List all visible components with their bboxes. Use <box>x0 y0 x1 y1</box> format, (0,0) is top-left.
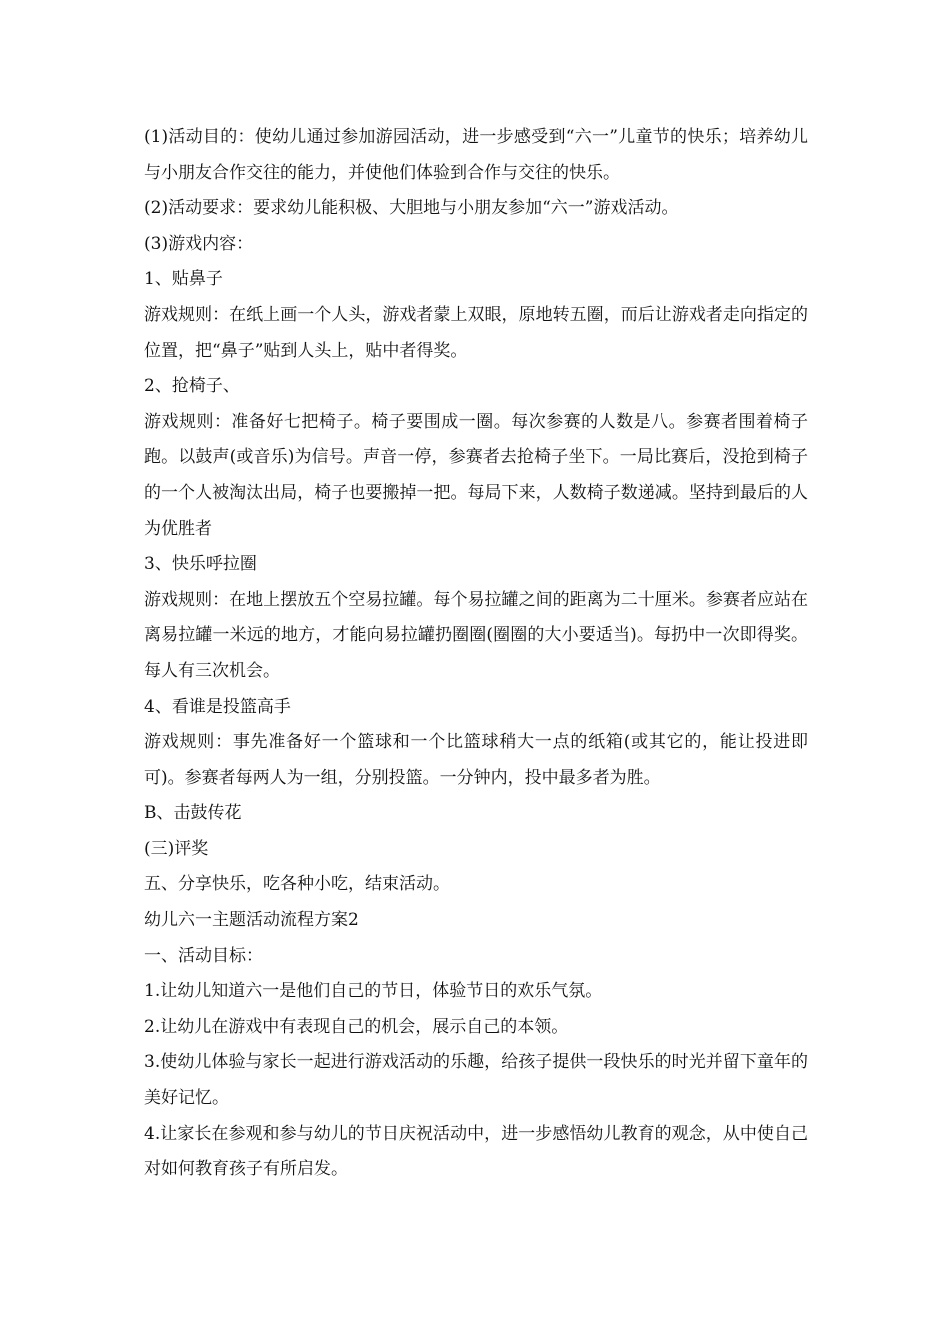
game-2-title: 2、抢椅子、 <box>144 376 240 397</box>
game-1-rules: 游戏规则：在纸上画一个人头，游戏者蒙上双眼，原地转五圈，而后让游戏者走向指定的位置，把“鼻子”贴到人头上，贴中者得奖。 <box>144 304 808 361</box>
game-4-rules: 游戏规则：事先准备好一个篮球和一个比篮球稍大一点的纸箱(或其它的，能让投进即可)。参赛者每两人为一组，分别投篮。一分钟内，投中最多者为胜。 <box>144 732 808 788</box>
game-1-title: 1、贴鼻子 <box>144 269 223 290</box>
goal-2: 2.让幼儿在游戏中有表现自己的机会，展示自己的本领。 <box>144 1016 569 1037</box>
section-b-title: B、击鼓传花 <box>144 803 242 824</box>
game-4-title: 4、看谁是投篮高手 <box>144 696 291 717</box>
game-2-rules: 游戏规则：准备好七把椅子。椅子要围成一圈。每次参赛的人数是八。参赛者围着椅子跑。以鼓声(或音乐)为信号。声音一停，参赛者去抢椅子坐下。一局比赛后，没抢到椅子的一个人被淘汰出局，椅子也要搬掉一把。每局下来，人数椅子数递减。坚持到最后的人为优胜者 <box>144 411 808 539</box>
game-3-title: 3、快乐呼拉圈 <box>144 554 257 575</box>
section-awards-title: (三)评奖 <box>144 838 209 859</box>
goal-3: 3.使幼儿体验与家长一起进行游戏活动的乐趣，给孩子提供一段快乐的时光并留下童年的美好记忆。 <box>144 1052 808 1109</box>
goal-4: 4.让家长在参观和参与幼儿的节日庆祝活动中，进一步感悟幼儿教育的观念，从中使自己对如何教育孩子有所启发。 <box>144 1123 808 1180</box>
paragraph-activity-requirement: (2)活动要求：要求幼儿能积极、大胆地与小朋友参加“六一”游戏活动。 <box>144 198 679 219</box>
paragraph-game-content-heading: (3)游戏内容： <box>144 233 254 254</box>
goal-1: 1.让幼儿知道六一是他们自己的节日，体验节日的欢乐气氛。 <box>144 981 603 1002</box>
goals-heading: 一、活动目标： <box>144 945 263 966</box>
plan-2-title: 幼儿六一主题活动流程方案2 <box>144 910 359 931</box>
paragraph-activity-purpose: (1)活动目的：使幼儿通过参加游园活动，进一步感受到“六一”儿童节的快乐；培养幼儿与小朋友合作交往的能力，并使他们体验到合作与交往的快乐。 <box>144 127 808 183</box>
game-3-rules: 游戏规则：在地上摆放五个空易拉罐。每个易拉罐之间的距离为二十厘米。参赛者应站在离易拉罐一米远的地方，才能向易拉罐扔圈圈(圈圈的大小要适当)。每扔中一次即得奖。每人有三次机会。 <box>144 589 808 681</box>
document-body <box>144 120 808 1188</box>
section-five-text: 五、分享快乐，吃各种小吃，结束活动。 <box>144 874 450 895</box>
